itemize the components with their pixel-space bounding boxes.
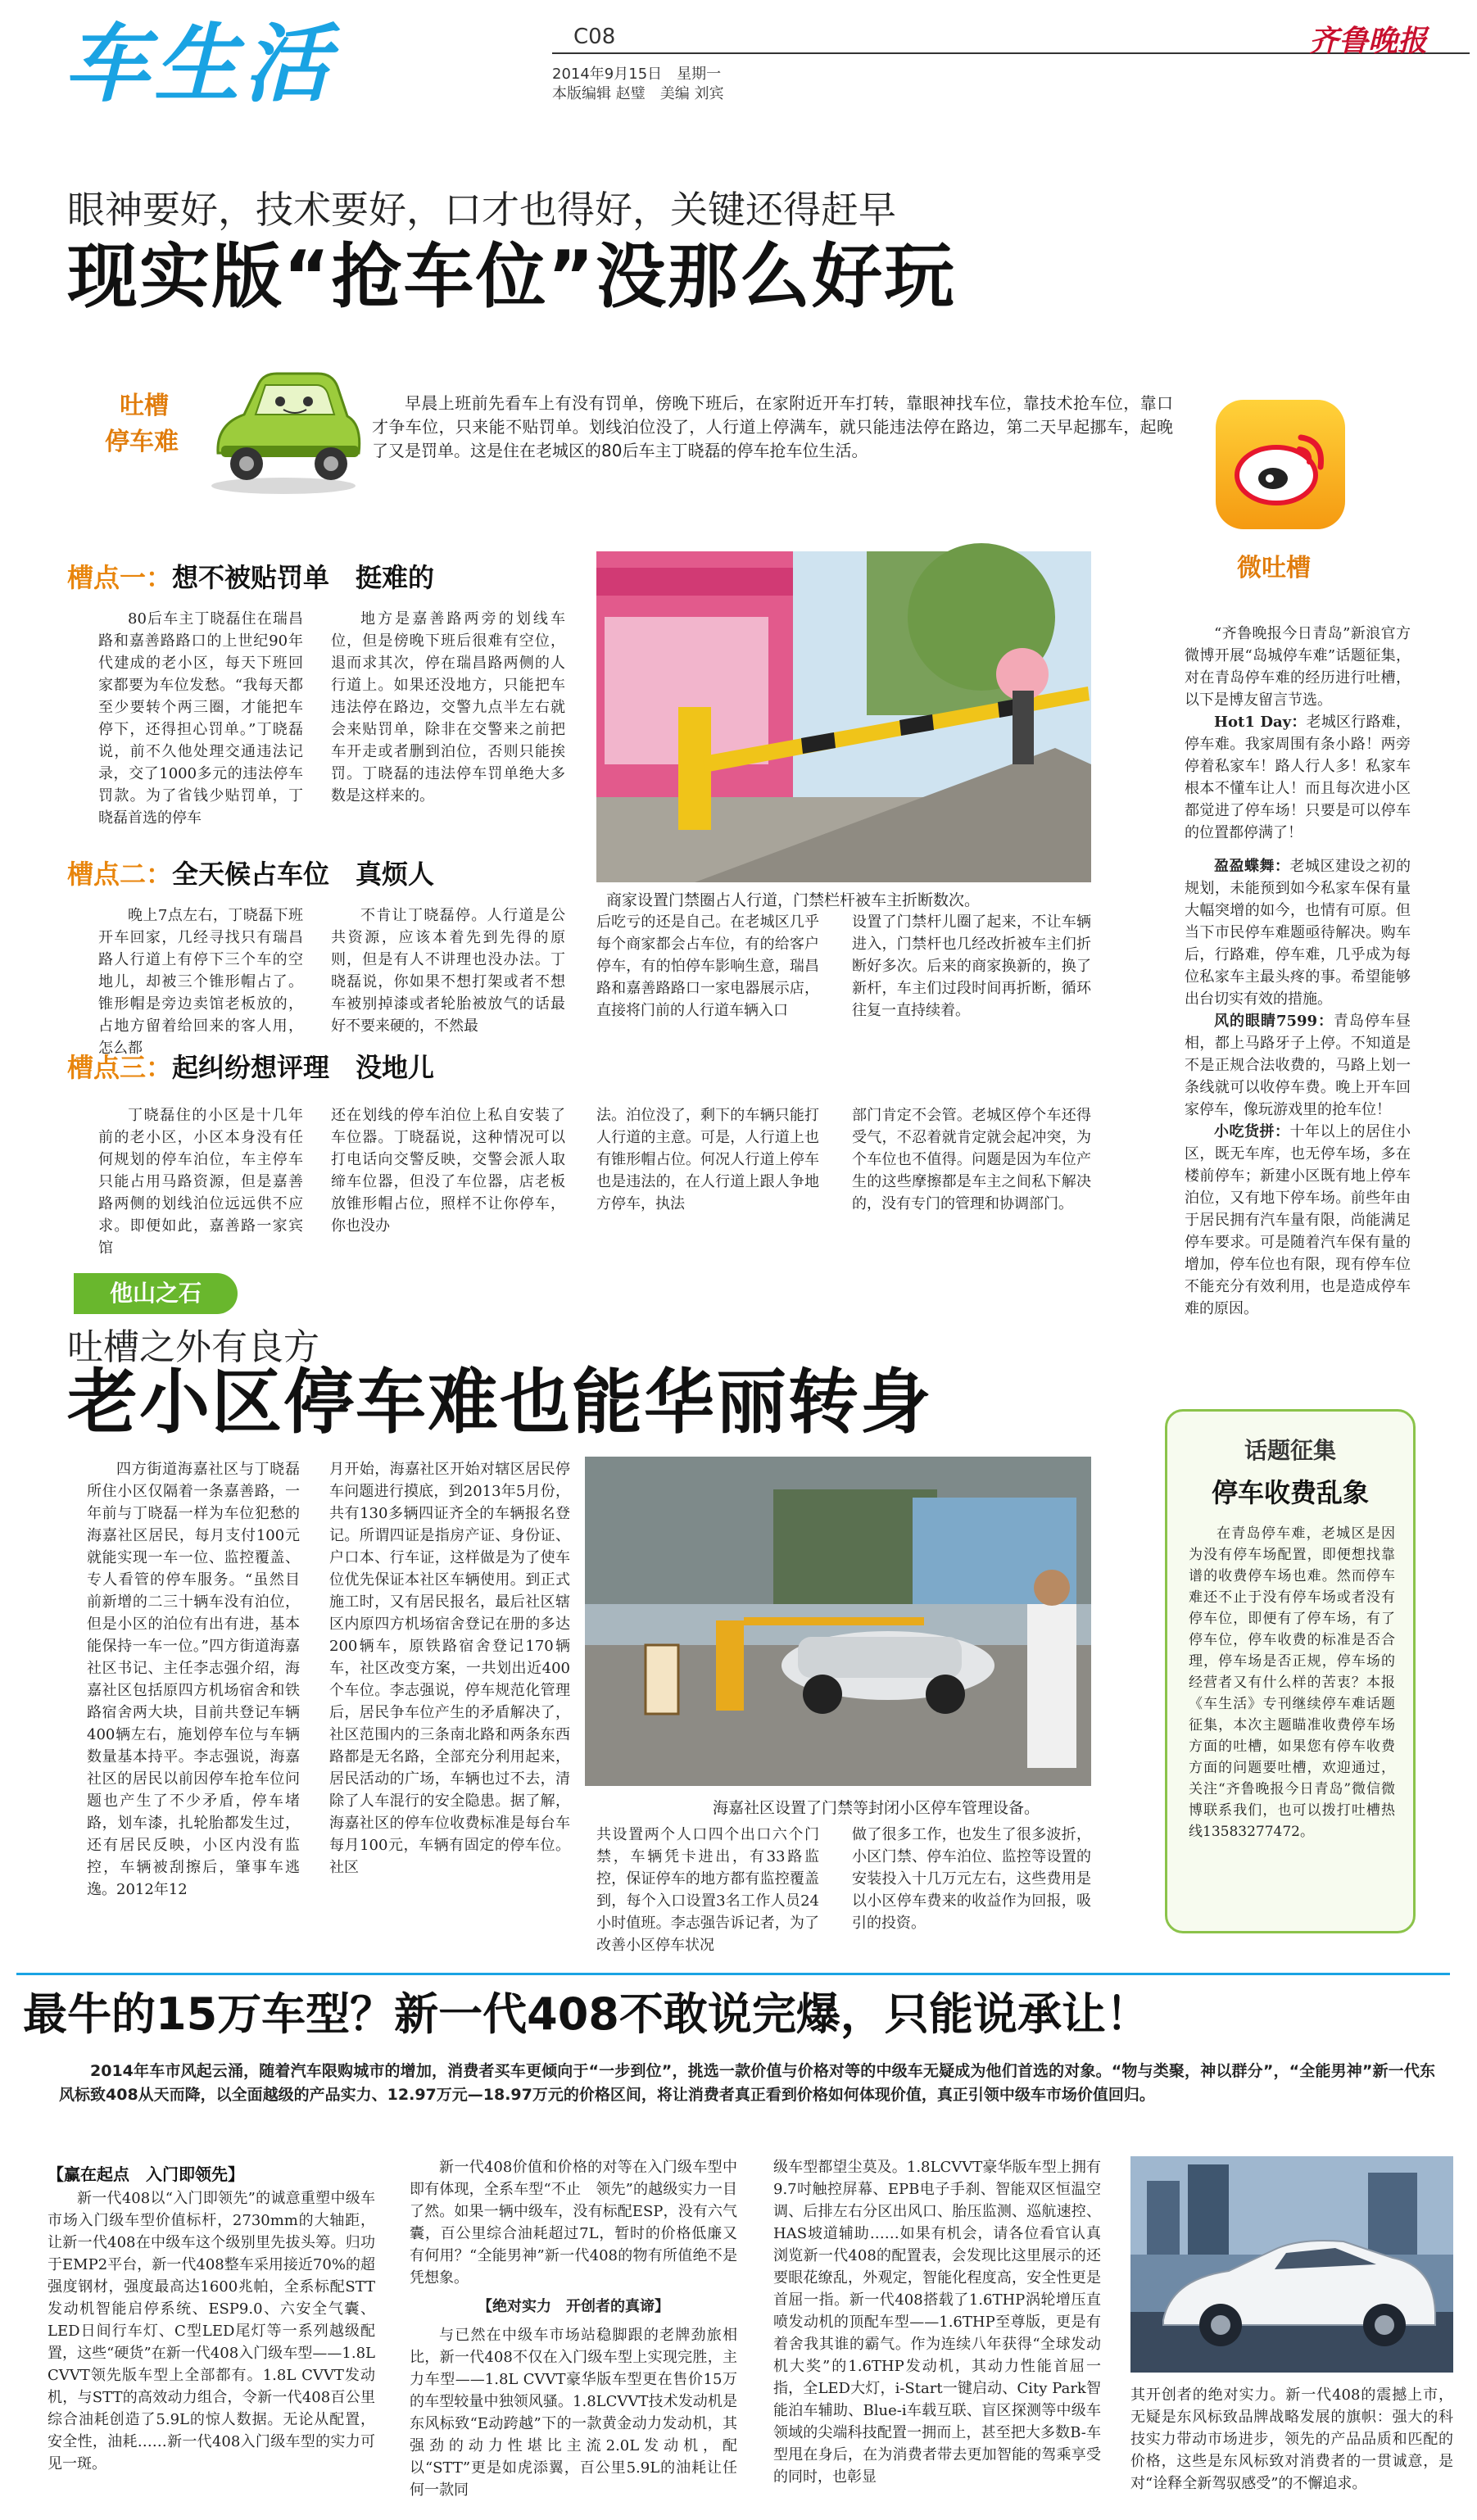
story1-kicker: 眼神要好，技术要好，口才也得好，关键还得赶早 — [67, 188, 896, 232]
section2-col1 — [98, 904, 303, 1057]
section-title: 车生活 — [64, 14, 335, 114]
weibo-logo — [1216, 400, 1345, 529]
topic-box — [1165, 1409, 1416, 1933]
section1-title: 想不被贴罚单 挺难的 — [172, 562, 435, 593]
section1-col1-text: 80后车主丁晓磊住在瑞昌路和嘉善路路口的上世纪90年代建成的老小区，每天下班回家都要为车位发愁。“我每天都至少要转个两三圈，才能把车停下，还得担心罚单。”丁晓磊说，前不久他处理交通违法记录，交了1000多元的违法停车罚款。为了省钱少贴罚单，丁晓磊首选的停车 — [98, 610, 303, 827]
page-code: C08 — [573, 25, 616, 49]
gate-photo-image — [585, 1457, 1091, 1786]
ad-col1-text: 新一代408以“入门即领先”的诚意重塑中级车市场入门级车型价值标杆，2730mm的大轴距，让新一代408在中级车这个级别里先拔头筹。归功于EMP2平台，新一代408整车采用接近70%的超强度钢材，强度最高达1600兆帕，全系标配STT发动机智能启停系统、ESP9.0、六安全气囊、LED日间行车灯、C型LED尾灯等一系列越级配置，这些“硬货”在新一代408入门级车型——1.8L CVVT领先版车型上全部都有。1.8L CVVT发动机，与STT的高效动力组合，令新一代408百公里综合油耗创造了5.9L的惊人数据。无论从配置，安全性，油耗……新一代408入门级车型的实力可见一斑。 — [48, 2190, 375, 2472]
ad-lead-text: 2014年车市风起云涌，随着汽车限购城市的增加，消费者买车更倾向于“一步到位”，挑选一款价值与价格对等的中级车无疑成为他们首选的对象。“物与类聚，神以群分”，“全能男神”新一代东风标致408从天而降，以全面越级的产品实力、12.97万元—18.97万元的价格区间，将让消费者真正看到价格如何体现价值，真正引领中级车市场价值回归。 — [59, 2062, 1435, 2104]
topic-label: 话题征集 — [1244, 1437, 1336, 1464]
issue-date: 2014年9月15日 星期一 — [552, 66, 722, 83]
story2-section-tag: 他山之石 — [74, 1273, 238, 1314]
masthead — [0, 0, 1477, 123]
story2-col4-text: 做了很多工作，也发生了很多波折，小区门禁、停车泊位、监控等设置的安装投入十几万元左右，这些费用是以小区停车费来的收益作为回报，吸引的投资。 — [852, 1826, 1091, 1932]
ad-col3-text: 级车型都望尘莫及。1.8LCVVT豪华版车型上拥有9.7吋触控屏幕、EPB电子手刹、智能双区恒温空调、后排左右分区出风口、胎压监测、巡航速控、HAS坡道辅助……如果有机会，请各位看官认真浏览新一代408的配置表，会发现比这里展示的还要眼花缭乱，外观定，智能化程度高，安全性更是首屈一指。新一代408搭载了1.6THP涡轮增压直喷发动机的顶配车型——1.6THP至尊版，更是有着舍我其谁的霸气。作为连续八年获得“全球发动机大奖”的1.6THP发动机，其动力性能首屈一指，全LED大灯，i-Start一键启动、City Park智能泊车辅助、Blue-i车载互联、盲区探测等中级车领域的尖端科技配置一拥而上，甚至把大多数B-车型甩在身后，在为消费者带去更加智能的驾乘享受的同时，也彰显 — [773, 2159, 1101, 2486]
section3-col1 — [98, 1104, 303, 1257]
section1-label: 槽点一： — [67, 562, 173, 593]
section3-col4-text: 部门肯定不会管。老城区停个车还得受气，不忍着就肯定就会起冲突，为个车位也不值得。问题是因为车位产生的这些摩擦都是车主之间私下解决的，没有专门的管理和协调部门。 — [852, 1107, 1091, 1212]
weibo-post-3 — [1185, 1010, 1411, 1121]
story2-col3-text: 共设置两个人口四个出口六个门禁，车辆凭卡进出，有33路监控，保证停车的地方都有监控覆盖到，每个入口设置3名工作人员24小时值班。李志强告诉记者，为了改善小区停车状况 — [596, 1826, 819, 1954]
section1-col2-text: 地方是嘉善路两旁的划线车位，但是傍晚下班后很难有空位，退而求其次，停在瑞昌路两侧的人行道上。如果还没地方，只能把车违法停在路边，交警九点半左右就会来贴罚单，除非在交警来之前把车开走或者删到泊位，否则只能挨罚。丁晓磊的违法停车罚单绝大多数是这样来的。 — [331, 610, 565, 804]
weibo-intro: “齐鲁晚报今日青岛”新浪官方微博开展“岛城停车难”话题征集，对在青岛停车难的经历进行吐槽，以下是博友留言节选。 — [1185, 625, 1411, 709]
weibo-post-2-text: 老城区建设之初的规划，未能预到如今私家车保有量大幅突增的如今，也情有可原。但当下市民停车难题亟待解决。购车后，行路难，停车难，几乎成为每位私家车主最头疼的事。希望能够出台切实有效的措施。 — [1185, 858, 1411, 1008]
badge-line1: 吐槽 — [120, 392, 169, 420]
weibo-icon — [1216, 400, 1345, 529]
topic-title: 停车收费乱象 — [1211, 1477, 1369, 1508]
section2-label: 槽点二： — [67, 859, 173, 890]
ad-col1 — [48, 2187, 375, 2515]
story2-col1 — [87, 1458, 300, 1917]
weibo-post-4-text: 十年以上的居住小区，既无车库，也无停车场，多在楼前停车；新建小区既有地上停车泊位，又有地下停车场。前些年由于居民拥有汽车量有限，尚能满足停车要求。可是随着汽车保有量的增加，停车位也有限，现有停车位不能充分有效利用，也是造成停车难的原因。 — [1185, 1123, 1411, 1317]
weibo-post-3-user: 风的眼睛7599： — [1214, 1013, 1334, 1030]
story2-col1-text: 四方街道海嘉社区与丁晓磊所住小区仅隔着一条嘉善路，一年前与丁晓磊一样为车位犯愁的海嘉社区居民，每月支付100元就能实现一车一位、监控覆盖、专人看管的停车服务。“虽然目前新增的二三十辆车没有泊位，但是小区的泊位有出有进，基本能保持一车一位。”四方街道海嘉社区书记、主任李志强介绍，海嘉社区包括原四方机场宿舍和铁路宿舍两大块，目前共登记车辆400辆左右，施划停车位与车辆数量基本持平。李志强说，海嘉社区的居民以前因停车抢车位问题也产生了不少矛盾，停车堵路，划车漆，扎轮胎都发生过，还有居民反映，小区内没有监控，车辆被刮擦后，肇事车逃逸。2012年12 — [87, 1461, 300, 1898]
section2-col3 — [596, 911, 819, 1044]
story2-headline: 老小区停车难也能华丽转身 — [67, 1362, 932, 1444]
ad-sub1: 【赢在起点 入门即领先】 — [48, 2164, 244, 2184]
section3-col4 — [852, 1104, 1091, 1237]
story2-col3 — [596, 1824, 819, 1971]
weibo-post-4 — [1185, 1121, 1411, 1320]
ad-col2 — [410, 2156, 737, 2517]
badge-line2: 停车难 — [105, 428, 179, 456]
section1-col1 — [98, 608, 303, 829]
section2-header — [67, 854, 434, 891]
section3-col2 — [331, 1104, 565, 1237]
section2-col2 — [331, 904, 565, 1037]
weibo-post-2 — [1185, 855, 1411, 1010]
story2-col2-text: 月开始，海嘉社区开始对辖区居民停车问题进行摸底，到2013年5月份，共有130多辆四证齐全的车辆报名登记。所谓四证是指房产证、身份证、户口本、行车证，这样做是为了使车位优先保证本社区车辆使用。到正式施工时，又有居民报名，最后社区辖区内原四方机场宿舍登记在册的多达200辆车，原铁路宿舍登记170辆车，社区改变方案，一共划出近400个车位。李志强说，停车规范化管理后，居民争车位产生的矛盾解决了，社区范围内的三条南北路和两条东西路都是无名路，全部充分利用起来，居民活动的广场，车辆也过不去，清除了人车混行的安全隐患。据了解，海嘉社区的停车位收费标准是每台车每月100元，车辆有固定的停车位。社区 — [329, 1461, 570, 1876]
complaint-badge — [97, 367, 367, 498]
section2-col3-text: 后吃亏的还是自己。在老城区几乎每个商家都会占车位，有的给客户停车，有的怕停车影响生意，瑞昌路和嘉善路路口一家电器展示店，直接将门前的人行道车辆入口 — [596, 913, 819, 1019]
newspaper-logo: 齐鲁晚报 — [1309, 24, 1428, 58]
barrier-photo-image — [596, 551, 1091, 882]
section1-col2 — [331, 608, 565, 829]
weibo-post-4-user: 小吃货拼： — [1214, 1123, 1290, 1140]
gate-photo — [585, 1457, 1091, 1786]
ad-sub2: 【绝对实力 开创者的真谛】 — [478, 2298, 669, 2315]
section3-col3 — [596, 1104, 819, 1237]
weibo-column — [1185, 623, 1411, 1376]
ad-headline: 最牛的15万车型？新一代408不敢说完爆，只能说承让！ — [23, 1988, 1150, 2040]
section2-col4 — [852, 911, 1091, 1044]
barrier-photo — [596, 551, 1091, 882]
ad-col2-text: 新一代408价值和价格的对等在入门级车型中即有体现，全系车型“不止 领先”的越级实力一目了然。如果一辆中级车，没有标配ESP，没有六气囊，百公里综合油耗超过7L，暂时的价格低廉又有何用？“全能男神”新一代408的物有所值绝不是凭想象。 — [410, 2159, 737, 2287]
ad-col4 — [1130, 2384, 1453, 2515]
ad-lead — [59, 2060, 1435, 2155]
section3-header — [67, 1047, 434, 1085]
section1-header — [67, 557, 434, 595]
story1-headline: 现实版“抢车位”没那么好玩 — [67, 236, 957, 318]
page-credits: 本版编辑 赵璧 美编 刘宾 — [552, 85, 724, 102]
ad-col2b-text: 与已然在中级车市场站稳脚跟的老牌劲旅相比，新一代408不仅在入门级车型上实现完胜，主力车型——1.8L CVVT豪华版车型更在售价15万的车型较量中独领风骚。1.8LCVVT技术发动机是东风标致“E动跨越”下的一款黄金动力发动机，其强劲的动力性堪比主流2.0L发动机，配以“STT”更是如虎添翼，百公里5.9L的油耗让任何一款同 — [410, 2327, 737, 2499]
topic-body-text: 在青岛停车难，老城区是因为没有停车场配置，即便想找靠谱的收费停车场也难。然而停车难还不止于没有停车场或者没有停车位，即便有了停车场，有了停车位，停车收费的标准是否合理，停车场是否正规，停车场的经营者又有什么样的苦衷？本报《车生活》专刊继续停车难话题征集，本次主题瞄准收费停车场方面的吐槽，如果您有停车收费方面的问题要吐槽，欢迎通过，关注“齐鲁晚报今日青岛”微信微博联系我们，也可以拨打吐槽热线13583277472。 — [1189, 1525, 1395, 1840]
story1-lead-text: 早晨上班前先看车上有没有罚单，傍晚下班后，在家附近开车打转，靠眼神找车位，靠技术抢车位，靠口才争车位，只来能不贴罚单。划线泊位没了，人行道上停满车，就只能违法停在路边，第二天早起挪车，起晚了又是罚单。这是住在老城区的80后车主丁晓磊的停车抢车位生活。 — [372, 393, 1173, 460]
ad-top-rule — [16, 1973, 1450, 1975]
weibo-post-1-text: 老城区行路难，停车难。我家周围有条小路！两旁停着私家车！路人行人多！私家车根本不懂车让人！而且每次进小区都觉进了停车场！只要是可以停车的位置都停满了！ — [1185, 714, 1411, 841]
cartoon-car-icon — [202, 367, 365, 498]
section3-col2-text: 还在划线的停车泊位上私自安装了车位器。丁晓磊说，这种情况可以打电话向交警反映，交警会派人取缔车位器，但没了车位器，店老板放锥形帽占位，照样不让你停车，你也没办 — [331, 1107, 565, 1235]
weibo-label: 微吐槽 — [1237, 554, 1311, 582]
section2-col1-text: 晚上7点左右，丁晓磊下班开车回家，几经寻找只有瑞昌路人行道上有停下三个车的空地儿，却被三个锥形帽占了。锥形帽是旁边卖馆老板放的，占地方留着给回来的客人用，怎么都 — [98, 907, 303, 1057]
story2-kicker: 吐槽之外有良方 — [67, 1326, 319, 1368]
ad-col3 — [773, 2156, 1101, 2517]
section2-title: 全天候占车位 真烦人 — [172, 859, 435, 890]
weibo-post-2-user: 盈盈蝶舞： — [1214, 858, 1290, 875]
section3-col3-text: 法。泊位没了，剩下的车辆只能打人行道的主意。可是，人行道上也有锥形帽占位。何况人行道上停车也是违法的，在人行道上跟人争地方停车，执法 — [596, 1107, 819, 1212]
section2-col2-text: 不肯让丁晓磊停。人行道是公共资源，应该本着先到先得的原则，但是有人不讲理也没办法。丁晓磊说，你如果不想打架或者不想车被别掉漆或者轮胎被放气的话最好不要来硬的，不然最 — [331, 907, 565, 1035]
story2-col4 — [852, 1824, 1091, 1971]
section3-label: 槽点三： — [67, 1052, 173, 1083]
weibo-post-1 — [1185, 711, 1411, 844]
peugeot-408-image — [1130, 2156, 1453, 2373]
story2-col2 — [329, 1458, 570, 1917]
ad-col4-text: 其开创者的绝对实力。新一代408的震撼上市，无疑是东风标致品牌战略发展的旗帜：强大的科技实力带动市场进步，领先的产品品质和匹配的价格，这些是东风标致对消费者的一贯诚意，是对“诠释全新驾驭感受”的不懈追求。 — [1130, 2386, 1453, 2492]
barrier-photo-caption: 商家设置门禁圈占人行道，门禁栏杆被车主折断数次。 — [606, 891, 981, 909]
gate-photo-caption: 海嘉社区设置了门禁等封闭小区停车管理设备。 — [713, 1799, 1040, 1817]
section2-col4-text: 设置了门禁杆儿圈了起来，不让车辆进入，门禁杆也几经改折被车主们折断好多次。后来的商家换新的，换了新杆，车主们过段时间再折断，循环往复一直持续着。 — [852, 913, 1091, 1019]
story1-lead — [372, 392, 1173, 505]
topic-body — [1189, 1523, 1395, 1924]
peugeot-408-photo — [1130, 2156, 1453, 2373]
section3-col1-text: 丁晓磊住的小区是十几年前的老小区，小区本身没有任何规划的停车泊位，车主停车只能占用马路资源，但是嘉善路两侧的划线泊位远远供不应求。即便如此，嘉善路一家宾馆 — [98, 1107, 303, 1257]
section3-title: 起纠纷想评理 没地儿 — [172, 1052, 435, 1083]
weibo-post-3-text: 青岛停车昼相，都上马路牙子上停。不知道是不是正规合法收费的，马路上划一条线就可以收停车费。晚上开车回家停车，像玩游戏里的抢车位！ — [1185, 1013, 1411, 1118]
weibo-post-1-user: Hot1 Day： — [1214, 714, 1307, 731]
